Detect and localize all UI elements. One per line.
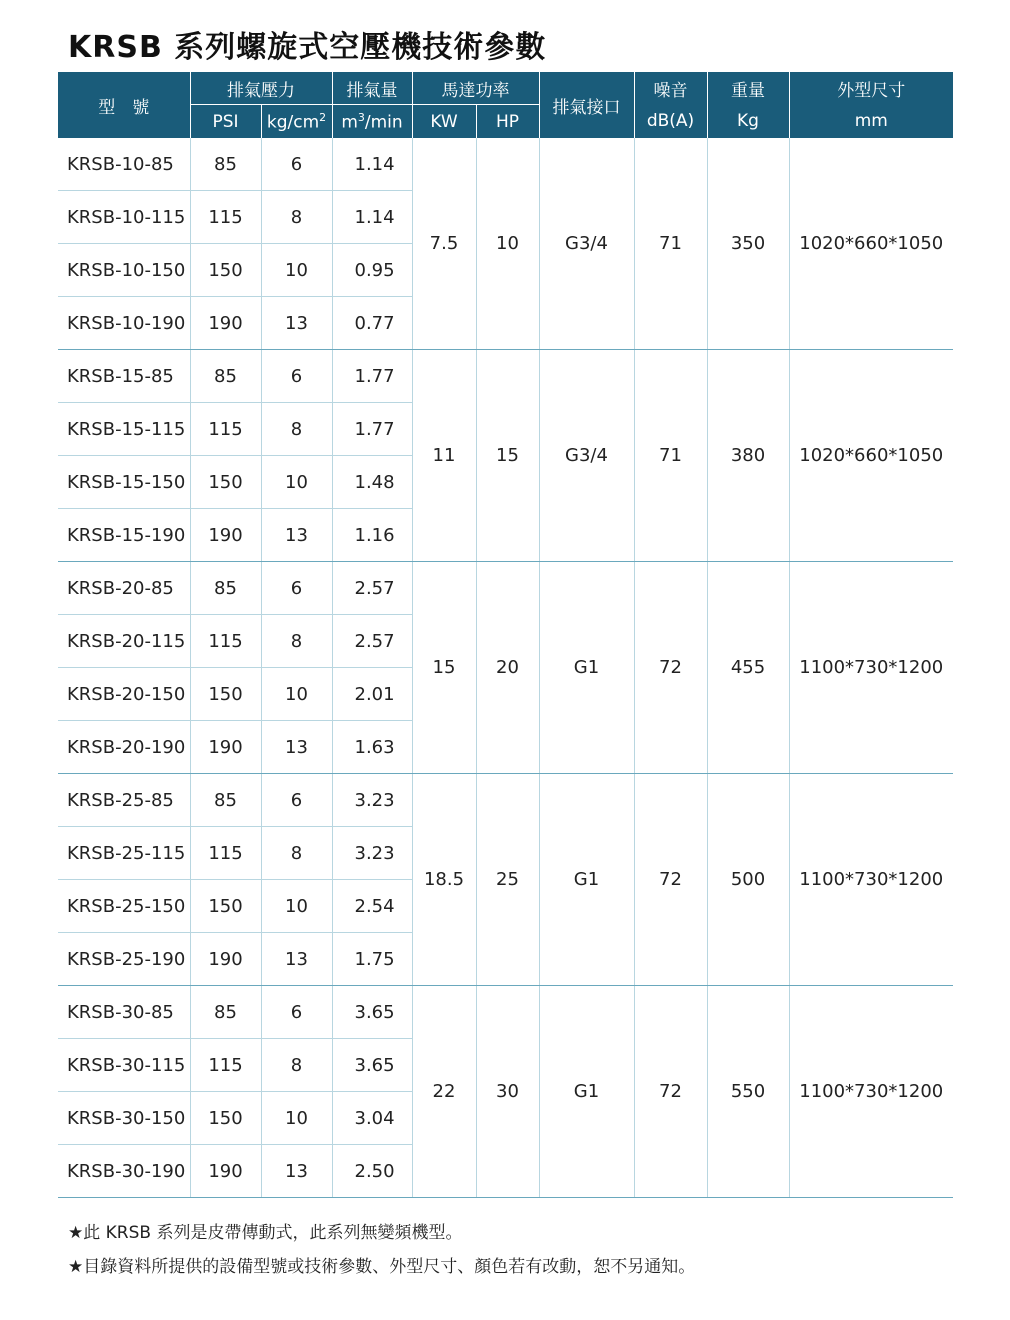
flow-cell: 1.77 xyxy=(332,403,412,456)
page-title: KRSB 系列螺旋式空壓機技術參數 xyxy=(68,30,547,65)
kgcm2-cell: 8 xyxy=(261,191,332,244)
flow-cell: 1.14 xyxy=(332,191,412,244)
header-model: 型 號 xyxy=(58,72,190,138)
dimensions-cell: 1100*730*1200 xyxy=(789,562,953,774)
kgcm2-cell: 8 xyxy=(261,403,332,456)
noise-cell: 71 xyxy=(634,138,707,350)
model-cell: KRSB-20-85 xyxy=(58,562,190,615)
kgcm2-cell: 8 xyxy=(261,827,332,880)
header-motor-power: 馬達功率 xyxy=(412,72,539,105)
flow-cell: 0.95 xyxy=(332,244,412,297)
noise-cell: 71 xyxy=(634,350,707,562)
header-m3min: $m^3/\min$ xyxy=(332,105,412,139)
header-flow: 排氣量 xyxy=(332,72,412,105)
model-cell: KRSB-15-190 xyxy=(58,509,190,562)
dimensions-cell: 1100*730*1200 xyxy=(789,774,953,986)
psi-cell: 150 xyxy=(190,668,261,721)
kgcm2-cell: 13 xyxy=(261,1145,332,1198)
psi-cell: 85 xyxy=(190,350,261,403)
psi-cell: 150 xyxy=(190,1092,261,1145)
flow-cell: 1.63 xyxy=(332,721,412,774)
model-cell: KRSB-25-115 xyxy=(58,827,190,880)
table-row xyxy=(58,562,953,615)
kw-cell: 7.5 xyxy=(412,138,476,350)
psi-cell: 190 xyxy=(190,509,261,562)
psi-cell: 150 xyxy=(190,880,261,933)
psi-cell: 85 xyxy=(190,986,261,1039)
header-dimensions: 外型尺寸 xyxy=(789,72,953,105)
weight-cell: 550 xyxy=(707,986,789,1198)
weight-cell: 380 xyxy=(707,350,789,562)
flow-cell: 2.57 xyxy=(332,615,412,668)
model-cell: KRSB-10-190 xyxy=(58,297,190,350)
kgcm2-cell: 6 xyxy=(261,350,332,403)
dimensions-cell: 1020*660*1050 xyxy=(789,350,953,562)
flow-cell: 2.57 xyxy=(332,562,412,615)
hp-cell: 20 xyxy=(476,562,539,774)
model-cell: KRSB-15-150 xyxy=(58,456,190,509)
flow-cell: 0.77 xyxy=(332,297,412,350)
footnotes xyxy=(68,1216,695,1284)
psi-cell: 115 xyxy=(190,615,261,668)
psi-cell: 190 xyxy=(190,1145,261,1198)
kgcm2-cell: 13 xyxy=(261,509,332,562)
kgcm2-cell: 8 xyxy=(261,1039,332,1092)
model-cell: KRSB-15-85 xyxy=(58,350,190,403)
header-db: dB(A) xyxy=(634,105,707,139)
kgcm2-cell: 13 xyxy=(261,297,332,350)
model-cell: KRSB-10-85 xyxy=(58,138,190,191)
hp-cell: 15 xyxy=(476,350,539,562)
flow-cell: 2.01 xyxy=(332,668,412,721)
kgcm2-cell: 8 xyxy=(261,615,332,668)
flow-cell: 2.54 xyxy=(332,880,412,933)
psi-cell: 115 xyxy=(190,191,261,244)
header-noise: 噪音 xyxy=(634,72,707,105)
model-cell: KRSB-25-150 xyxy=(58,880,190,933)
table-header xyxy=(58,72,953,138)
flow-cell: 3.65 xyxy=(332,1039,412,1092)
flow-cell: 3.65 xyxy=(332,986,412,1039)
table-row xyxy=(58,138,953,191)
outlet-cell: G3/4 xyxy=(539,350,634,562)
psi-cell: 85 xyxy=(190,562,261,615)
kw-cell: 18.5 xyxy=(412,774,476,986)
psi-cell: 150 xyxy=(190,244,261,297)
model-cell: KRSB-30-190 xyxy=(58,1145,190,1198)
header-pressure: 排氣壓力 xyxy=(190,72,332,105)
model-cell: KRSB-25-85 xyxy=(58,774,190,827)
model-cell: KRSB-30-115 xyxy=(58,1039,190,1092)
flow-cell: 1.14 xyxy=(332,138,412,191)
psi-cell: 190 xyxy=(190,933,261,986)
weight-cell: 455 xyxy=(707,562,789,774)
weight-cell: 350 xyxy=(707,138,789,350)
kgcm2-cell: 13 xyxy=(261,933,332,986)
dimensions-cell: 1100*730*1200 xyxy=(789,986,953,1198)
kgcm2-cell: 10 xyxy=(261,244,332,297)
kgcm2-cell: 13 xyxy=(261,721,332,774)
kgcm2-cell: 10 xyxy=(261,1092,332,1145)
kgcm2-cell: 10 xyxy=(261,456,332,509)
flow-cell: 1.48 xyxy=(332,456,412,509)
flow-cell: 2.50 xyxy=(332,1145,412,1198)
header-kw: KW xyxy=(412,105,476,139)
psi-cell: 115 xyxy=(190,827,261,880)
psi-cell: 190 xyxy=(190,721,261,774)
footnote: ★此 KRSB 系列是皮帶傳動式，此系列無變頻機型。 xyxy=(68,1223,463,1243)
psi-cell: 85 xyxy=(190,774,261,827)
psi-cell: 150 xyxy=(190,456,261,509)
header-hp: HP xyxy=(476,105,539,139)
spec-table xyxy=(58,72,953,1198)
noise-cell: 72 xyxy=(634,562,707,774)
table-row xyxy=(58,350,953,403)
model-cell: KRSB-20-115 xyxy=(58,615,190,668)
model-cell: KRSB-30-85 xyxy=(58,986,190,1039)
outlet-cell: G1 xyxy=(539,774,634,986)
flow-cell: 3.23 xyxy=(332,827,412,880)
kgcm2-cell: 6 xyxy=(261,562,332,615)
flow-cell: 3.04 xyxy=(332,1092,412,1145)
model-cell: KRSB-25-190 xyxy=(58,933,190,986)
kgcm2-cell: 10 xyxy=(261,880,332,933)
flow-cell: 1.75 xyxy=(332,933,412,986)
model-cell: KRSB-30-150 xyxy=(58,1092,190,1145)
psi-cell: 115 xyxy=(190,403,261,456)
weight-cell: 500 xyxy=(707,774,789,986)
noise-cell: 72 xyxy=(634,986,707,1198)
footnote: ★目錄資料所提供的設備型號或技術參數、外型尺寸、顏色若有改動，恕不另通知。 xyxy=(68,1257,696,1277)
model-cell: KRSB-20-150 xyxy=(58,668,190,721)
table-body xyxy=(58,138,953,1198)
outlet-cell: G1 xyxy=(539,986,634,1198)
noise-cell: 72 xyxy=(634,774,707,986)
hp-cell: 25 xyxy=(476,774,539,986)
flow-cell: 3.23 xyxy=(332,774,412,827)
header-psi: PSI xyxy=(190,105,261,139)
header-kgcm2: $kg/cm^2$ xyxy=(261,105,332,139)
kw-cell: 22 xyxy=(412,986,476,1198)
kgcm2-cell: 10 xyxy=(261,668,332,721)
kgcm2-cell: 6 xyxy=(261,986,332,1039)
table-row xyxy=(58,986,953,1039)
psi-cell: 115 xyxy=(190,1039,261,1092)
outlet-cell: G1 xyxy=(539,562,634,774)
flow-cell: 1.77 xyxy=(332,350,412,403)
header-kg: Kg xyxy=(707,105,789,139)
header-mm: mm xyxy=(789,105,953,139)
model-cell: KRSB-10-115 xyxy=(58,191,190,244)
psi-cell: 85 xyxy=(190,138,261,191)
psi-cell: 190 xyxy=(190,297,261,350)
hp-cell: 30 xyxy=(476,986,539,1198)
kgcm2-cell: 6 xyxy=(261,138,332,191)
table-row xyxy=(58,774,953,827)
header-outlet: 排氣接口 xyxy=(539,72,634,138)
kw-cell: 15 xyxy=(412,562,476,774)
model-cell: KRSB-10-150 xyxy=(58,244,190,297)
flow-cell: 1.16 xyxy=(332,509,412,562)
dimensions-cell: 1020*660*1050 xyxy=(789,138,953,350)
kw-cell: 11 xyxy=(412,350,476,562)
kgcm2-cell: 6 xyxy=(261,774,332,827)
model-cell: KRSB-20-190 xyxy=(58,721,190,774)
model-cell: KRSB-15-115 xyxy=(58,403,190,456)
hp-cell: 10 xyxy=(476,138,539,350)
header-weight: 重量 xyxy=(707,72,789,105)
outlet-cell: G3/4 xyxy=(539,138,634,350)
